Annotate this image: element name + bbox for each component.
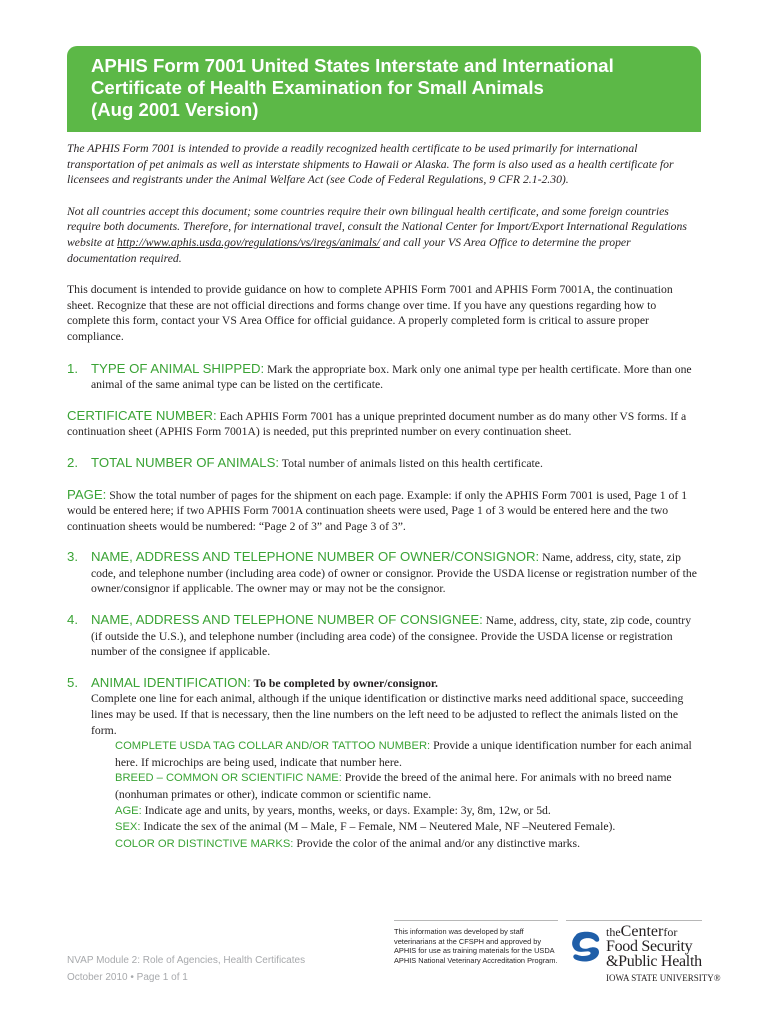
- section-text: Mark the appropriate box. Mark only one animal type per health certificate. More than one animal of the same animal type can be listed on the certificate.: [91, 362, 692, 392]
- subsection-text: Provide a unique identification number for each animal here. If microchips are being used, indicate that number here.: [115, 739, 692, 769]
- logo-the: the: [606, 925, 621, 939]
- animal-id-subsections: [67, 738, 701, 852]
- section-bold-note: To be completed by owner/consignor.: [250, 676, 438, 690]
- document-title-line-2: Certificate of Health Examination for Small Animals: [91, 77, 544, 98]
- intro-paragraph-1: The APHIS Form 7001 is intended to provide a readily recognized health certificate to be used primarily for international transportation of pet animals as well as interstate shipments to Hawaii or Alaska. The form is also used as a health certificate for licensees and registrants under the Animal Welfare Act (see Code of Federal Regulations, 9 CFR 2.1-2.30).: [67, 142, 674, 187]
- footer-date-page: October 2010 • Page 1 of 1: [67, 972, 188, 983]
- section-heading: NAME, ADDRESS AND TELEPHONE NUMBER OF OWNER/CONSIGNOR:: [91, 549, 540, 565]
- section-heading: NAME, ADDRESS AND TELEPHONE NUMBER OF CONSIGNEE:: [91, 612, 483, 628]
- subsection-label: SEX:: [115, 821, 141, 834]
- section-heading: CERTIFICATE NUMBER:: [67, 407, 217, 423]
- cfsph-logo-icon: [568, 928, 604, 964]
- section-heading: TYPE OF ANIMAL SHIPPED:: [91, 360, 265, 376]
- logo-food-security: Food Security: [606, 938, 693, 955]
- section-number: 4.: [67, 612, 78, 628]
- section-total-number: [67, 455, 701, 472]
- section-owner-consignor: [67, 549, 701, 597]
- document-title-line-3: (Aug 2001 Version): [91, 99, 259, 120]
- section-heading: TOTAL NUMBER OF ANIMALS:: [91, 454, 280, 470]
- section-heading: PAGE:: [67, 486, 107, 502]
- section-text: Each APHIS Form 7001 has a unique preprinted document number as do many other VS forms. If a continuation sheet (APHIS Form 7001A) is needed, put this preprinted number on every continuation sheet.: [67, 409, 687, 439]
- section-text: Total number of animals listed on this health certificate.: [279, 456, 543, 470]
- section-certificate-number: [67, 408, 701, 440]
- intro-text: and call your VS Area Office to determine the proper documentation required.: [67, 235, 631, 265]
- section-number: 1.: [67, 360, 78, 376]
- logo-public-health: &Public Health: [606, 953, 702, 970]
- section-type-of-animal: [67, 361, 701, 393]
- subsection-breed: [115, 770, 701, 802]
- footer-note: This information was developed by staff veterinarians at the CFSPH and approved by APHIS for use as training materials for the USDA APHIS National Veterinary Accreditation Program.: [394, 920, 558, 965]
- section-number: 3.: [67, 549, 78, 565]
- subsection-label: BREED – COMMON OR SCIENTIFIC NAME:: [115, 772, 342, 785]
- subsection-age: [115, 803, 701, 820]
- subsection-text: Provide the breed of the animal here. For animals with no breed name (nonhuman primates or other), indicate common or scientific name.: [115, 771, 672, 801]
- subsection-text: Indicate age and units, by years, months, weeks, or days. Example: 3y, 8m, 12w, or 5d.: [141, 803, 551, 817]
- section-page: [67, 487, 701, 535]
- section-text: Show the total number of pages for the shipment on each page. Example: if only the APHIS Form 7001 is used, Page 1 of 1 would be entered here; if two APHIS Form 7001A continuation sheets were used, Page 1 of 3 would be entered here and the two continuation sheets would be numbered: “Page 2 of 3” and Page 3 of 3”.: [67, 488, 688, 533]
- section-heading: ANIMAL IDENTIFICATION:: [91, 674, 251, 690]
- subsection-tag-collar: [115, 738, 701, 770]
- title-banner: [67, 46, 701, 132]
- section-number: 2.: [67, 454, 78, 470]
- page-footer: [67, 952, 305, 986]
- subsection-text: Indicate the sex of the animal (M – Male, F – Female, NM – Neutered Male, NF –Neutered Female).: [140, 820, 616, 834]
- section-text: Name, address, city, state, zip code, and telephone number (including area code) of owner or consignor. Provide the USDA license or registration number of the owner/consignor if applicable. The owner may or may not be the consignor.: [91, 551, 697, 596]
- intro-paragraph-3: This document is intended to provide guidance on how to complete APHIS Form 7001 and APHIS Form 7001A, the continuation sheet. Recognize that these are not official directions and forms change over time. If you have any questions regarding how to complete this form, contact your VS Area Office for official guidance. A properly completed form is critical to assure proper compliance.: [67, 283, 673, 343]
- document-title-line-1: APHIS Form 7001 United States Interstate and International: [91, 55, 614, 76]
- section-text: Name, address, city, state, zip code, country (if outside the U.S.), and telephone number (including area code) of the consignee. Provide the USDA license or registration number of the consignee if applicable.: [91, 614, 692, 659]
- section-text: Complete one line for each animal, although if the unique identification or distinctive marks need additional space, succeeding lines may be used. If that is necessary, then the line numbers on the left need to be adjusted to reflect the animals listed on the form.: [91, 692, 684, 737]
- document-body: [67, 141, 701, 852]
- section-animal-identification: [67, 675, 701, 738]
- subsection-sex: [115, 819, 701, 836]
- logo-center: Center: [620, 923, 664, 940]
- logo-university: IOWA STATE UNIVERSITY®: [606, 973, 721, 983]
- subsection-label: COLOR OR DISTINCTIVE MARKS:: [115, 837, 294, 850]
- subsection-color: [115, 836, 701, 853]
- section-consignee: [67, 612, 701, 660]
- logo-text: [606, 925, 702, 969]
- footer-module: NVAP Module 2: Role of Agencies, Health Certificates: [67, 955, 306, 966]
- logo-for: for: [663, 925, 678, 939]
- subsection-text: Provide the color of the animal and/or any distinctive marks.: [293, 836, 581, 850]
- section-number: 5.: [67, 674, 78, 690]
- iregs-link[interactable]: http://www.aphis.usda.gov/regulations/vs/iregs/animals/: [117, 235, 380, 249]
- cfsph-logo: [566, 920, 721, 990]
- intro-text: Not all countries accept this document; some countries require their own bilingual health certificate, and some foreign countries require both documents. Therefore, for international travel, consult the National Center for Import/Export International Regulations website at: [67, 204, 687, 249]
- subsection-label: AGE:: [115, 804, 142, 817]
- subsection-label: COMPLETE USDA TAG COLLAR AND/OR TATTOO NUMBER:: [115, 740, 431, 753]
- intro-paragraph-2: [67, 204, 701, 266]
